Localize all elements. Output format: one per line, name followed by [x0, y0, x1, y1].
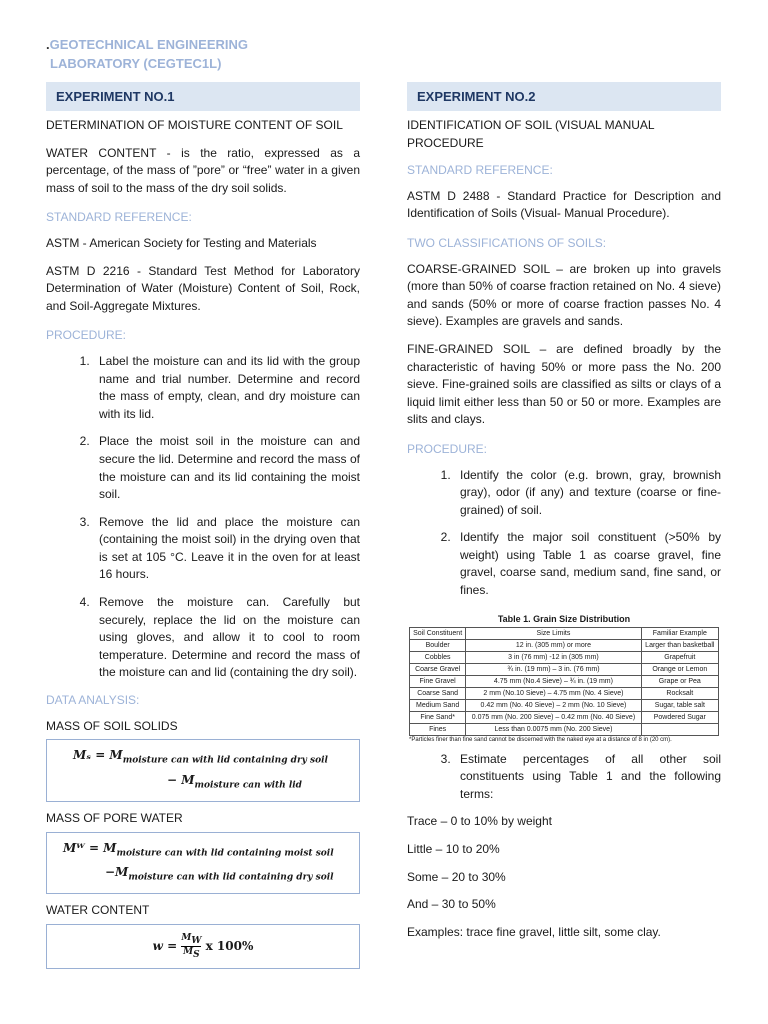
table-row: Medium Sand 0.42 mm (No. 40 Sieve) – 2 mm (No. 10 Sieve) Sugar, table salt: [410, 699, 719, 711]
mass-pore-water-formula: Mᵂ = $M_{moisture can with lid containing moist soil}$ $-M_{moisture can with lid containing dry soil}$: [46, 832, 360, 895]
table-row: Boulder 12 in. (305 mm) or more Larger than basketball: [410, 639, 719, 651]
header-line-2: LABORATORY (CEGTEC1L): [50, 56, 222, 71]
table-row: Coarse Sand 2 mm (No.10 Sieve) – 4.75 mm (No. 4 Sieve) Rocksalt: [410, 687, 719, 699]
procedure-step: 1. Label the moisture can and its lid with the group name and trial number. Determine and record the mass of empty, clean, and dry moisture can with its lid.: [93, 353, 360, 423]
term-little: Little – 10 to 20%: [407, 842, 500, 857]
mass-soil-solids-title: MASS OF SOIL SOLIDS: [46, 718, 178, 733]
procedure-step: 1. Identify the color (e.g. brown, gray, brownish gray), odor (if any) and texture (coarse or fine-grained) of soil.: [454, 467, 721, 520]
grain-size-table: [409, 627, 719, 736]
coarse-grained-definition: COARSE-GRAINED SOIL – are broken up into gravels (more than 50% of coarse fraction retained on No. 4 sieve) and sands (50% or more of coarse fraction passes No. 4 sieve). Examples are gravels and sands.: [407, 261, 721, 329]
astm-d2216-term: ASTM D 2216: [46, 263, 130, 278]
experiment-1-title: DETERMINATION OF MOISTURE CONTENT OF SOIL: [46, 118, 343, 132]
table-footnote: *Particles finer than fine sand cannot be discerned with the naked eye at a distance of 8 in (20 cm).: [409, 736, 672, 743]
term-some: Some – 20 to 30%: [407, 869, 506, 884]
experiment-1-heading: EXPERIMENT NO.1: [46, 82, 360, 111]
procedure-label: PROCEDURE:: [407, 441, 488, 456]
water-content-term: WATER CONTENT: [46, 145, 157, 160]
term-and: And – 30 to 50%: [407, 897, 496, 912]
standard-reference-label: STANDARD REFERENCE:: [407, 163, 553, 178]
experiment-2-heading: EXPERIMENT NO.2: [407, 82, 721, 111]
grain-size-table-figure: [409, 614, 719, 743]
data-analysis-label: DATA ANALYSIS:: [46, 693, 140, 708]
table-row: Fine Sand* 0.075 mm (No. 200 Sieve) – 0.42 mm (No. 40 Sieve) Powdered Sugar: [410, 711, 719, 723]
header-dot: .: [46, 37, 50, 52]
fine-grained-term: FINE-GRAINED SOIL: [407, 341, 530, 356]
course-header: [46, 35, 248, 73]
coarse-grained-term: COARSE-GRAINED SOIL: [407, 261, 550, 276]
procedure-step: 2. Identify the major soil constituent (>50% by weight) using Table 1 as coarse gravel, fine gravel, coarse sand, medium sand, fine sand, or fines.: [454, 529, 721, 599]
mass-soil-solids-formula: $M_s = M_{moisture can with lid containing dry soil}$ − $M_{moisture can with lid}$: [46, 739, 360, 802]
table-row: Fine Gravel 4.75 mm (No.4 Sieve) – ¾ in. (19 mm) Grape or Pea: [410, 675, 719, 687]
astm-term: ASTM: [46, 235, 80, 250]
fine-grained-definition: FINE-GRAINED SOIL – are defined broadly by the characteristic of having 50% or more pass the No. 200 sieve. Fine-grained soils are classified as silts or clays of a liquid limit either less than 50 or 50 or more. Examples are slits and clays.: [407, 341, 721, 427]
astm-d2216-definition: ASTM D 2216 - Standard Test Method for Laboratory Determination of Water (Moisture) Content of Soil, Rock, and Soil-Aggregate Mixtures.: [46, 263, 360, 313]
procedure-step: 3. Remove the lid and place the moisture can (containing the moist soil) in the drying oven that is set at 105 °C. Leave it in the oven for at least 16 hours.: [93, 514, 360, 584]
procedure-list: [407, 467, 721, 600]
experiment-2-title: IDENTIFICATION OF SOIL (VISUAL MANUAL PROCEDURE: [407, 118, 655, 150]
experiment-2-column: [407, 82, 721, 951]
astm-definition: ASTM - American Society for Testing and Materials: [46, 235, 317, 250]
table-header-cell: Soil Constituent: [410, 627, 466, 639]
procedure-step: 3. Estimate percentages of all other soil constituents using Table 1 and the following terms:: [454, 751, 721, 804]
water-content-definition: WATER CONTENT - is the ratio, expressed as a percentage, of the mass of ”pore” or “free” water in a given mass of soil to the mass of the dry soil solids.: [46, 145, 361, 195]
table-header-cell: Size Limits: [466, 627, 641, 639]
table-title: Table 1. Grain Size Distribution: [497, 613, 631, 624]
term-trace: Trace – 0 to 10% by weight: [407, 814, 552, 829]
procedure-list: [46, 353, 360, 682]
mass-pore-water-title: MASS OF PORE WATER: [46, 811, 183, 825]
table-row: Fines Less than 0.0075 mm (No. 200 Sieve): [410, 723, 719, 735]
standard-reference-label: STANDARD REFERENCE:: [46, 210, 192, 225]
astm-d2488-definition: ASTM D 2488 - Standard Practice for Description and Identification of Soils (Visual- Manual Procedure).: [407, 188, 721, 221]
two-classifications-label: TWO CLASSIFICATIONS OF SOILS:: [407, 235, 607, 250]
procedure-step: 2. Place the moist soil in the moisture can and secure the lid. Determine and record the mass of the moisture can and its lid containing the moist soil.: [93, 433, 360, 503]
water-content-formula: w = $\frac{M_W}{M_S}$ x 100%: [46, 924, 360, 969]
examples-line: Examples: trace fine gravel, little silt, some clay.: [407, 924, 661, 939]
experiment-1-column: [46, 82, 360, 975]
table-header-cell: Familiar Example: [641, 627, 718, 639]
table-header-row: [410, 627, 719, 639]
procedure-label: PROCEDURE:: [46, 328, 127, 343]
table-row: Coarse Gravel ¾ in. (19 mm) – 3 in. (76 mm) Orange or Lemon: [410, 663, 719, 675]
procedure-step: 4. Remove the moisture can. Carefully but securely, replace the lid on the moisture can using gloves, and allow it to cool to room temperature. Determine and record the mass of the moisture can and lid (containing the dry soil).: [93, 594, 360, 682]
header-line-1: GEOTECHNICAL ENGINEERING: [49, 37, 249, 52]
table-row: Cobbles 3 in (76 mm) -12 in (305 mm) Grapefruit: [410, 651, 719, 663]
water-content-title: WATER CONTENT: [46, 903, 150, 918]
astm-d2488-term: ASTM D 2488: [407, 188, 490, 203]
procedure-list-continued: [407, 751, 721, 804]
